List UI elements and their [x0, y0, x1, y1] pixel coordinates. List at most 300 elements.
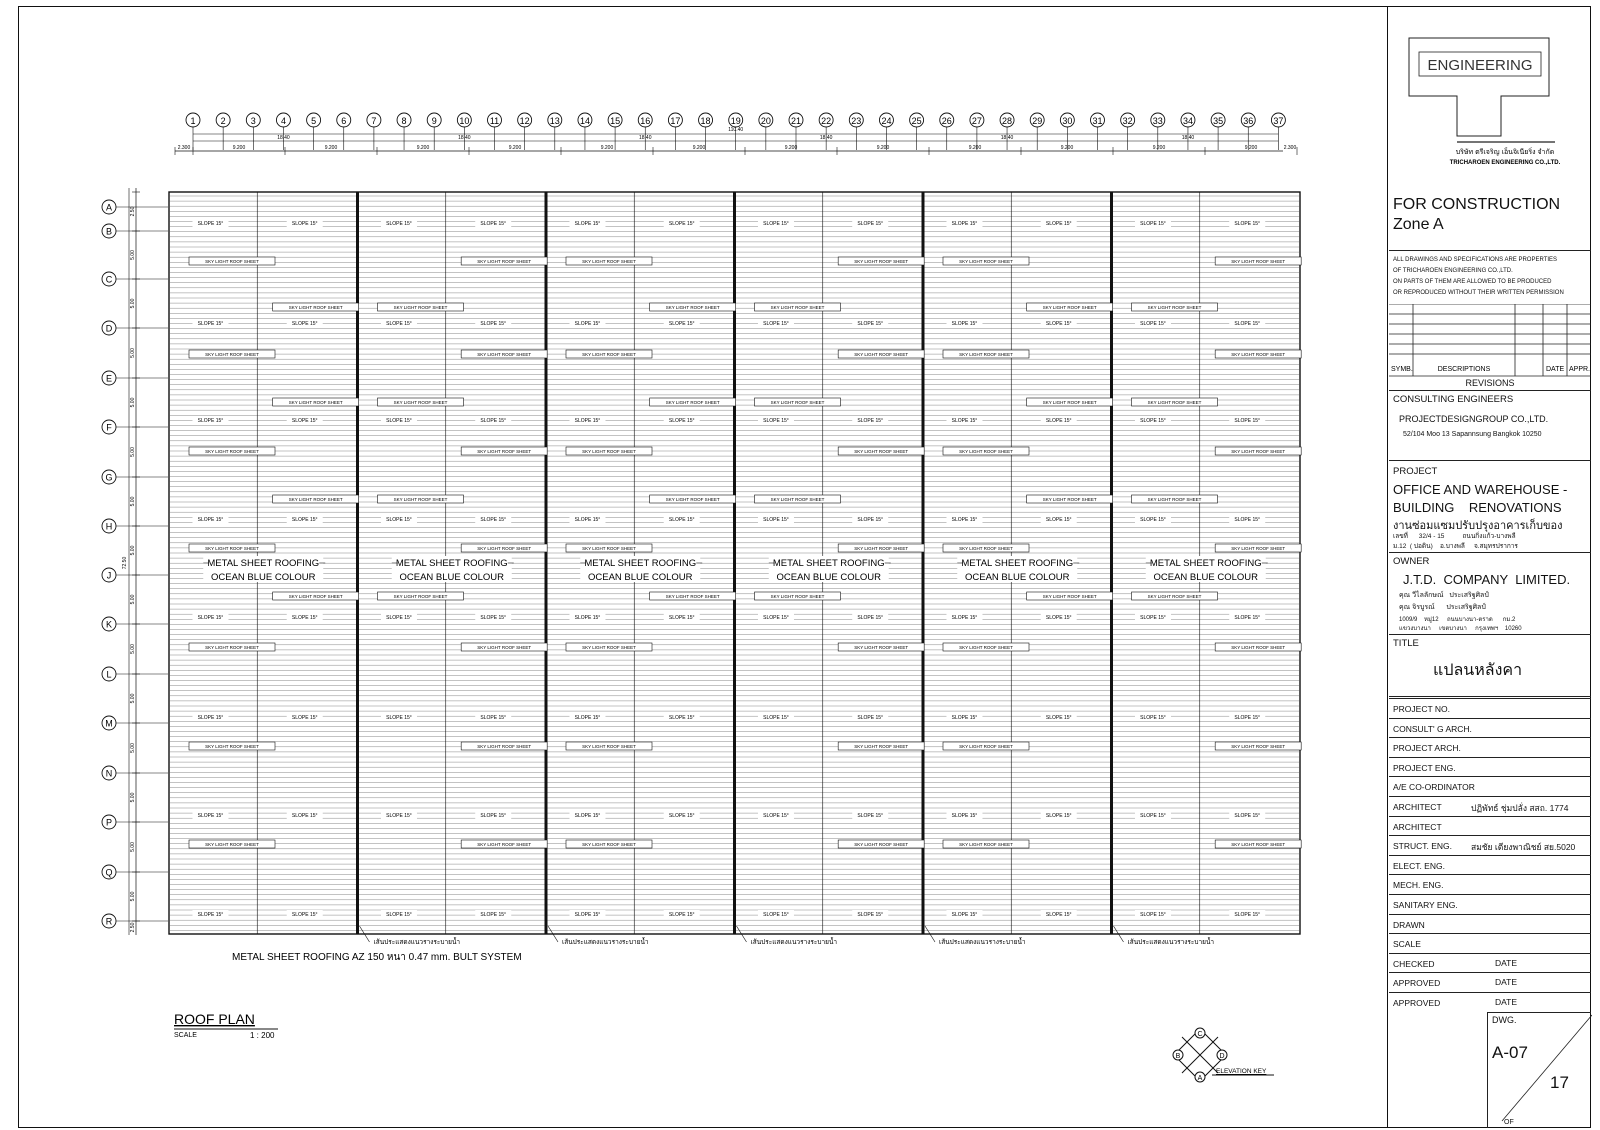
notice-line-3: ON PARTS OF THEM ARE ALLOWED TO BE PRODUCED [1393, 279, 1552, 285]
logo-text: ENGINEERING [1427, 57, 1533, 74]
row-dim: 5.00 [130, 545, 136, 556]
grid-col-label: 25 [911, 116, 922, 126]
slope-label: SLOPE 15° [1234, 418, 1261, 424]
grid-row-label: B [105, 226, 113, 237]
grid-row-label: F [106, 422, 112, 433]
rev-header-date: DATE [1546, 366, 1565, 373]
title-block [1389, 6, 1591, 1128]
skylight-label: SKY LIGHT ROOF SHEET [1042, 305, 1097, 310]
signature-field-row [1389, 835, 1591, 855]
slope-label: SLOPE 15° [951, 221, 978, 227]
slope-label: SLOPE 15° [857, 321, 884, 327]
slope-label: SLOPE 15° [197, 615, 224, 621]
elevation-key-label: ELEVATION KEY [1216, 1068, 1267, 1075]
elev-key-a: A [1197, 1075, 1203, 1082]
skylight-label: SKY LIGHT ROOF SHEET [665, 305, 720, 310]
skylight-label: SKY LIGHT ROOF SHEET [477, 546, 532, 551]
grid-col-label: 36 [1243, 116, 1254, 126]
slope-label: SLOPE 15° [574, 615, 601, 621]
total-sheets: 17 [1550, 1073, 1569, 1092]
dwg-box [1487, 1012, 1591, 1128]
owner-name: J.T.D. COMPANY LIMITED. [1403, 572, 1571, 587]
slope-label: SLOPE 15° [386, 615, 412, 621]
roofing-label: METAL SHEET ROOFING [395, 558, 508, 569]
slope-label: SLOPE 15° [1234, 715, 1261, 721]
sub-dim: 2.300 [1283, 145, 1297, 151]
roofing-colour-label: OCEAN BLUE COLOUR [776, 572, 882, 583]
drain-note: เส้นประแสดงแนวรางระบายน้ำ [562, 939, 649, 946]
grid-col-label: 6 [341, 116, 347, 126]
grid-col-label: 32 [1122, 116, 1133, 126]
slope-label: SLOPE 15° [1234, 221, 1261, 227]
slope-label: SLOPE 15° [1234, 912, 1261, 918]
row-dim: 2.50 [130, 922, 136, 933]
slope-label: SLOPE 15° [857, 418, 884, 424]
skylight-label: SKY LIGHT ROOF SHEET [959, 744, 1013, 749]
slope-label: SLOPE 15° [386, 912, 412, 918]
drain-note: เส้นประแสดงแนวรางระบายน้ำ [1127, 939, 1215, 946]
row-dim: 5.00 [130, 792, 136, 803]
signature-field-label: SCALE [1393, 939, 1421, 950]
slope-label: SLOPE 15° [1140, 517, 1166, 523]
skylight-label: SKY LIGHT ROOF SHEET [1231, 842, 1286, 847]
slope-label: SLOPE 15° [1045, 221, 1072, 227]
slope-label: SLOPE 15° [480, 321, 507, 327]
slope-label: SLOPE 15° [197, 321, 224, 327]
slope-label: SLOPE 15° [951, 813, 978, 819]
slope-label: SLOPE 15° [1234, 517, 1261, 523]
grid-col-label: 9 [431, 116, 437, 126]
grid-col-label: 2 [220, 116, 226, 126]
skylight-label: SKY LIGHT ROOF SHEET [1147, 400, 1202, 405]
skylight-label: SKY LIGHT ROOF SHEET [770, 594, 825, 599]
sub-dim: 9.200 [1244, 145, 1258, 151]
grid-col-label: 34 [1182, 116, 1193, 126]
signature-field-row [1389, 953, 1591, 973]
roofing-label: METAL SHEET ROOFING [1149, 558, 1262, 569]
sub-dim: 9.200 [1060, 145, 1074, 151]
project-name-2: BUILDING RENOVATIONS [1393, 500, 1562, 515]
consultant-name: PROJECTDESIGNGROUP CO.,LTD. [1399, 414, 1549, 424]
slope-label: SLOPE 15° [951, 418, 978, 424]
grid-col-label: 3 [250, 116, 256, 126]
skylight-label: SKY LIGHT ROOF SHEET [1147, 594, 1202, 599]
slope-label: SLOPE 15° [1140, 615, 1166, 621]
grid-col-label: 28 [1002, 116, 1013, 126]
project-address-1: เลขที่ 32/4 - 15 ถนนกิ่งแก้ว-บางพลี [1393, 533, 1516, 540]
grid-col-label: 30 [1062, 116, 1073, 126]
grid-row-label: E [105, 373, 113, 384]
company-logo [1389, 6, 1591, 166]
signature-field-label: CONSULT' G ARCH. [1393, 723, 1472, 734]
roofing-colour-label: OCEAN BLUE COLOUR [399, 572, 505, 583]
signature-field-label: A/E CO-ORDINATOR [1393, 782, 1475, 793]
slope-label: SLOPE 15° [291, 321, 318, 327]
signature-field-label: ARCHITECT [1393, 821, 1442, 832]
owner-line-1: คุณ วีไลลักษณ์ ประเสริฐศิลป์ [1399, 592, 1489, 599]
grid-row-label: G [105, 472, 113, 483]
grid-col-label: 4 [280, 116, 286, 126]
skylight-label: SKY LIGHT ROOF SHEET [1231, 352, 1286, 357]
roofing-label: METAL SHEET ROOFING [207, 558, 320, 569]
consultant-address: 52/104 Moo 13 Sapannsung Bangkok 10250 [1403, 431, 1542, 438]
slope-label: SLOPE 15° [668, 418, 695, 424]
rev-header-symb: SYMB. [1391, 366, 1413, 373]
grid-col-label: 15 [610, 116, 621, 126]
slope-label: SLOPE 15° [951, 615, 978, 621]
grid-col-label: 8 [401, 116, 407, 126]
slope-label: SLOPE 15° [857, 221, 884, 227]
slope-label: SLOPE 15° [857, 912, 884, 918]
slope-label: SLOPE 15° [1045, 615, 1072, 621]
grid-col-label: 21 [790, 116, 802, 126]
revisions-label: REVISIONS [1465, 378, 1515, 388]
of-label: OF [1504, 1119, 1514, 1126]
skylight-label: SKY LIGHT ROOF SHEET [205, 842, 259, 847]
row-dim: 5.00 [130, 298, 136, 309]
slope-label: SLOPE 15° [763, 418, 789, 424]
slope-label: SLOPE 15° [668, 813, 695, 819]
grid-row-label: C [105, 274, 113, 285]
skylight-label: SKY LIGHT ROOF SHEET [1042, 594, 1097, 599]
project-name-1: OFFICE AND WAREHOUSE - [1393, 482, 1568, 497]
slope-label: SLOPE 15° [857, 813, 884, 819]
project-name-th: งานซ่อมแซมปรับปรุงอาคารเก็บของ [1393, 520, 1563, 532]
signature-field-label: SANITARY ENG. [1393, 900, 1458, 910]
grid-row-label: J [106, 570, 112, 581]
owner-line-2: คุณ จิรบูรณ์ ประเสริฐศิลป์ [1399, 604, 1486, 611]
slope-label: SLOPE 15° [480, 517, 507, 523]
skylight-label: SKY LIGHT ROOF SHEET [1147, 497, 1202, 502]
roofing-colour-label: OCEAN BLUE COLOUR [587, 572, 693, 583]
separator [1389, 552, 1591, 553]
skylight-label: SKY LIGHT ROOF SHEET [393, 305, 448, 310]
grid-row-label: M [105, 718, 113, 729]
slope-label: SLOPE 15° [574, 813, 601, 819]
grid-col-label: 12 [519, 116, 530, 126]
skylight-label: SKY LIGHT ROOF SHEET [854, 744, 909, 749]
drain-note: เส้นประแสดงแนวรางระบายน้ำ [750, 939, 838, 946]
grid-col-label: 33 [1152, 116, 1163, 126]
slope-label: SLOPE 15° [1045, 418, 1072, 424]
slope-label: SLOPE 15° [1140, 912, 1166, 918]
signature-field-label: PROJECT ARCH. [1393, 743, 1461, 754]
sub-dim: 9.200 [232, 145, 246, 151]
slope-label: SLOPE 15° [763, 321, 789, 327]
separator [1389, 634, 1591, 635]
skylight-label: SKY LIGHT ROOF SHEET [582, 744, 636, 749]
slope-label: SLOPE 15° [197, 912, 224, 918]
skylight-label: SKY LIGHT ROOF SHEET [288, 305, 343, 310]
skylight-label: SKY LIGHT ROOF SHEET [393, 497, 448, 502]
signature-field-row [1389, 776, 1591, 796]
slope-label: SLOPE 15° [763, 517, 789, 523]
bay-dim: 18.40 [458, 135, 471, 141]
company-name-en: TRICHAROEN ENGINEERING CO.,LTD. [1449, 160, 1561, 166]
slope-label: SLOPE 15° [291, 517, 318, 523]
grid-row-label: Q [105, 867, 113, 878]
skylight-label: SKY LIGHT ROOF SHEET [288, 400, 343, 405]
skylight-label: SKY LIGHT ROOF SHEET [1231, 259, 1286, 264]
skylight-label: SKY LIGHT ROOF SHEET [1042, 497, 1097, 502]
scale-value: 1 : 200 [250, 1031, 275, 1040]
grid-col-label: 31 [1092, 116, 1103, 126]
slope-label: SLOPE 15° [386, 321, 412, 327]
grid-col-label: 11 [489, 116, 500, 126]
owner-line-3: 1009/9 หมู่12 ถนนบางนา-ตราด กม.2 [1399, 617, 1516, 623]
bay-dim: 18.40 [638, 135, 652, 141]
skylight-label: SKY LIGHT ROOF SHEET [205, 744, 259, 749]
signature-field-label: ARCHITECT [1393, 802, 1442, 812]
slope-label: SLOPE 15° [291, 813, 318, 819]
skylight-label: SKY LIGHT ROOF SHEET [959, 449, 1013, 454]
signature-field-row [1389, 874, 1591, 894]
grid-col-label: 29 [1032, 116, 1043, 126]
sub-dim: 9.200 [692, 145, 706, 151]
grid-row-label: R [105, 916, 113, 927]
grid-col-label: 18 [700, 116, 711, 126]
grid-col-label: 22 [821, 116, 832, 126]
row-dim: 5.00 [130, 397, 136, 408]
row-total-dim: 72.50 [122, 556, 128, 570]
slope-label: SLOPE 15° [1140, 418, 1166, 424]
grid-col-label: 23 [851, 116, 862, 126]
skylight-label: SKY LIGHT ROOF SHEET [959, 842, 1013, 847]
signature-field-label: APPROVED [1393, 978, 1441, 989]
grid-col-label: 16 [640, 116, 651, 126]
slope-label: SLOPE 15° [1045, 813, 1072, 819]
slope-label: SLOPE 15° [197, 715, 224, 721]
slope-label: SLOPE 15° [763, 221, 789, 227]
skylight-label: SKY LIGHT ROOF SHEET [1231, 645, 1286, 650]
skylight-label: SKY LIGHT ROOF SHEET [582, 449, 636, 454]
roofing-label: METAL SHEET ROOFING [961, 558, 1074, 569]
skylight-label: SKY LIGHT ROOF SHEET [959, 546, 1013, 551]
slope-label: SLOPE 15° [480, 813, 507, 819]
grid-col-label: 37 [1273, 116, 1284, 126]
slope-label: SLOPE 15° [668, 321, 695, 327]
skylight-label: SKY LIGHT ROOF SHEET [582, 842, 636, 847]
skylight-label: SKY LIGHT ROOF SHEET [205, 259, 259, 264]
slope-label: SLOPE 15° [197, 517, 224, 523]
dwg-label: DWG. [1492, 1015, 1517, 1025]
roofing-colour-label: OCEAN BLUE COLOUR [210, 572, 316, 583]
sub-dim: 2.300 [177, 145, 191, 151]
signature-field-row [1389, 933, 1591, 953]
slope-label: SLOPE 15° [480, 715, 507, 721]
slope-label: SLOPE 15° [480, 615, 507, 621]
roofing-label: METAL SHEET ROOFING [772, 558, 885, 569]
slope-label: SLOPE 15° [291, 912, 318, 918]
skylight-label: SKY LIGHT ROOF SHEET [205, 352, 259, 357]
grid-col-label: 13 [549, 116, 560, 126]
skylight-label: SKY LIGHT ROOF SHEET [205, 546, 259, 551]
sub-dim: 9.200 [508, 145, 522, 151]
grid-col-label: 35 [1213, 116, 1224, 126]
skylight-label: SKY LIGHT ROOF SHEET [477, 259, 532, 264]
sub-dim: 9.200 [968, 145, 982, 151]
grid-col-label: 27 [971, 116, 982, 126]
slope-label: SLOPE 15° [1045, 715, 1072, 721]
skylight-label: SKY LIGHT ROOF SHEET [477, 645, 532, 650]
roofing-colour-label: OCEAN BLUE COLOUR [964, 572, 1070, 583]
slope-label: SLOPE 15° [480, 912, 507, 918]
project-label: PROJECT [1393, 466, 1438, 477]
bay-dim: 18.40 [277, 135, 290, 141]
slope-label: SLOPE 15° [857, 517, 884, 523]
slope-label: SLOPE 15° [763, 912, 789, 918]
owner-line-4: แขวงบางนา เขตบางนา กรุงเทพฯ 10260 [1399, 626, 1522, 632]
slope-label: SLOPE 15° [197, 221, 224, 227]
slope-label: SLOPE 15° [1045, 517, 1072, 523]
skylight-label: SKY LIGHT ROOF SHEET [1231, 546, 1286, 551]
signature-field-row [1389, 816, 1591, 836]
slope-label: SLOPE 15° [574, 715, 601, 721]
slope-label: SLOPE 15° [480, 418, 507, 424]
slope-label: SLOPE 15° [197, 813, 224, 819]
signature-field-label: MECH. ENG. [1393, 880, 1444, 891]
grid-row-label: D [105, 323, 113, 334]
grid-col-label: 19 [730, 116, 741, 126]
grid-col-label: 17 [670, 116, 681, 126]
sub-dim: 9.200 [600, 145, 614, 151]
spec-note: METAL SHEET ROOFING AZ 150 หนา 0.47 mm. BULT SYSTEM [232, 952, 522, 963]
slope-label: SLOPE 15° [951, 517, 978, 523]
skylight-label: SKY LIGHT ROOF SHEET [854, 842, 909, 847]
grid-col-label: 7 [371, 116, 377, 126]
bay-dim: 18.40 [1181, 135, 1195, 141]
slope-label: SLOPE 15° [763, 715, 789, 721]
drain-note: เส้นประแสดงแนวรางระบายน้ำ [373, 939, 461, 946]
dwg-number: A-07 [1492, 1043, 1528, 1062]
grid-row-label: K [105, 619, 113, 630]
skylight-label: SKY LIGHT ROOF SHEET [770, 305, 825, 310]
signature-field-row [1389, 914, 1591, 934]
slope-label: SLOPE 15° [1045, 321, 1072, 327]
skylight-label: SKY LIGHT ROOF SHEET [477, 842, 532, 847]
slope-label: SLOPE 15° [951, 912, 978, 918]
slope-label: SLOPE 15° [1140, 321, 1166, 327]
skylight-label: SKY LIGHT ROOF SHEET [1147, 305, 1202, 310]
slope-label: SLOPE 15° [951, 715, 978, 721]
grid-col-label: 14 [579, 116, 590, 126]
sub-dim: 9.200 [1152, 145, 1166, 151]
row-dim: 5.00 [130, 496, 136, 507]
signature-field-row [1389, 855, 1591, 875]
grid-row-label: N [105, 768, 113, 779]
signature-field-value: DATE [1495, 977, 1518, 988]
row-dim: 5.00 [130, 348, 136, 358]
signature-field-row [1389, 894, 1591, 914]
elevation-key [1173, 1028, 1274, 1082]
signature-field-row [1389, 698, 1591, 718]
signature-field-value: สมชัย เตียงพาณิชย์ สย.5020 [1471, 842, 1576, 853]
slope-label: SLOPE 15° [668, 221, 695, 227]
separator [1389, 460, 1591, 461]
separator [1389, 390, 1591, 391]
slope-label: SLOPE 15° [386, 221, 412, 227]
slope-label: SLOPE 15° [668, 912, 695, 918]
skylight-label: SKY LIGHT ROOF SHEET [854, 449, 909, 454]
skylight-label: SKY LIGHT ROOF SHEET [665, 400, 720, 405]
signature-field-value: DATE [1495, 957, 1518, 968]
slope-label: SLOPE 15° [574, 517, 601, 523]
slope-label: SLOPE 15° [1140, 813, 1166, 819]
slope-label: SLOPE 15° [574, 912, 601, 918]
row-dim: 5.00 [130, 891, 136, 902]
signature-field-label: CHECKED [1393, 958, 1435, 969]
slope-label: SLOPE 15° [291, 715, 318, 721]
skylight-label: SKY LIGHT ROOF SHEET [854, 352, 909, 357]
notice-line-2: OF TRICHAROEN ENGINEERING CO.,LTD. [1393, 268, 1513, 274]
roofing-label: METAL SHEET ROOFING [584, 558, 697, 569]
skylight-label: SKY LIGHT ROOF SHEET [582, 546, 636, 551]
slope-label: SLOPE 15° [1234, 615, 1261, 621]
slope-label: SLOPE 15° [386, 715, 412, 721]
slope-label: SLOPE 15° [574, 321, 601, 327]
sub-dim: 9.200 [416, 145, 430, 151]
skylight-label: SKY LIGHT ROOF SHEET [477, 449, 532, 454]
elev-key-d: D [1219, 1053, 1225, 1060]
notice-line-4: OR REPRODUCED WITHOUT THEIR WRITTEN PERMISSION [1393, 290, 1564, 296]
slope-label: SLOPE 15° [574, 418, 601, 424]
revision-table [1389, 304, 1591, 384]
grid-row-label: H [105, 521, 113, 532]
signature-field-row [1389, 972, 1591, 992]
skylight-label: SKY LIGHT ROOF SHEET [582, 645, 636, 650]
grid-row-label: P [105, 817, 113, 828]
signature-field-label: APPROVED [1393, 998, 1441, 1008]
slope-label: SLOPE 15° [1140, 715, 1166, 721]
overall-dim: 110.40 [728, 127, 744, 133]
skylight-label: SKY LIGHT ROOF SHEET [665, 497, 720, 502]
slope-label: SLOPE 15° [386, 813, 412, 819]
rev-header-appr: APPR. [1569, 366, 1591, 373]
skylight-label: SKY LIGHT ROOF SHEET [205, 645, 259, 650]
grid-col-label: 1 [190, 116, 196, 126]
slope-label: SLOPE 15° [291, 221, 318, 227]
skylight-label: SKY LIGHT ROOF SHEET [770, 400, 825, 405]
slope-label: SLOPE 15° [763, 813, 789, 819]
elev-key-b: B [1175, 1053, 1181, 1060]
plan-title: ROOF PLAN [174, 1011, 255, 1027]
signature-field-row [1389, 737, 1591, 757]
grid-col-label: 20 [760, 116, 771, 126]
title-label: TITLE [1393, 638, 1419, 649]
skylight-label: SKY LIGHT ROOF SHEET [665, 594, 720, 599]
grid-row-label: A [105, 202, 113, 213]
skylight-label: SKY LIGHT ROOF SHEET [205, 449, 259, 454]
sub-dim: 9.200 [876, 145, 890, 151]
scale-label: SCALE [174, 1032, 197, 1039]
status-label: FOR CONSTRUCTION [1393, 196, 1561, 213]
notice-line-1: ALL DRAWINGS AND SPECIFICATIONS ARE PROPERTIES [1393, 257, 1558, 263]
consulting-label: CONSULTING ENGINEERS [1393, 394, 1514, 405]
skylight-label: SKY LIGHT ROOF SHEET [959, 645, 1013, 650]
skylight-label: SKY LIGHT ROOF SHEET [1042, 400, 1097, 405]
row-dim: 5.00 [130, 447, 136, 457]
grid-col-label: 24 [881, 116, 892, 126]
slope-label: SLOPE 15° [857, 615, 884, 621]
skylight-label: SKY LIGHT ROOF SHEET [477, 744, 532, 749]
skylight-label: SKY LIGHT ROOF SHEET [393, 594, 448, 599]
slope-label: SLOPE 15° [480, 221, 507, 227]
zone-label: Zone A [1393, 216, 1444, 233]
sub-dim: 9.200 [324, 145, 338, 151]
slope-label: SLOPE 15° [386, 418, 412, 424]
grid-col-label: 5 [311, 116, 317, 126]
skylight-label: SKY LIGHT ROOF SHEET [477, 352, 532, 357]
